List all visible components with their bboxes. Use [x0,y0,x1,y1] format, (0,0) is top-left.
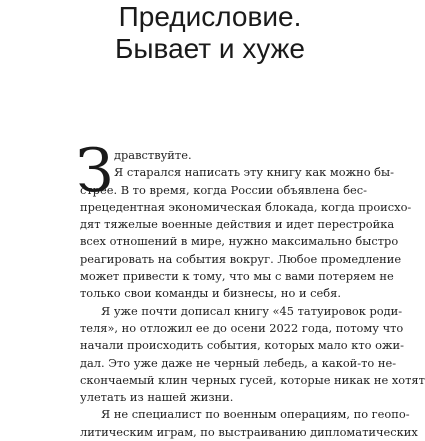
text-line: Я уже почти дописал книгу «45 татуировок роди- [101,303,403,318]
second-paragraph [80,303,425,407]
drop-cap: З [76,136,114,206]
text-line: реагировать на события вокруг. Любое промедление [80,251,402,266]
text-line: дят тяжелые военные действия и идет перестройка [80,217,395,232]
text-line: только свои команды и бизнесы, но и себя. [80,286,341,301]
text-line: Я не специалист по военным операциям, по геопо- [101,407,410,422]
body-text [76,136,425,441]
text-line: может привести к тому, что мы с вами потеряем не [80,269,394,284]
chapter-title-line-2: Бывает и хуже [115,33,305,64]
text-line: начали происходить события, которых мало кто ожи- [80,338,404,353]
chapter-title-line-1: Предисловие. [118,1,302,32]
text-line: теля», но отложил ее до осени 2022 года, потому что [80,320,404,335]
text-line: литическим играм, по выстраиванию дипломатических [80,424,418,439]
text-line: стрее. В то время, когда России объявлена бес- [80,182,368,197]
first-paragraph [76,136,412,303]
third-paragraph [80,406,418,441]
text-line: всех отношений в мире, нужно максимально быстро [80,234,399,249]
text-line: дал. Это уже даже не черный лебедь, а какой-то не- [80,355,397,370]
text-line: прецедентная экономическая блокада, когда происхо- [80,199,412,214]
text-line: улетать из нашей жизни. [80,390,234,405]
text-line: дравствуйте. [114,148,192,162]
text-line: скончаемый клин черных гусей, которые никак не хотят [80,372,425,387]
text-line: Я старался написать эту книгу как можно бы- [114,165,394,180]
